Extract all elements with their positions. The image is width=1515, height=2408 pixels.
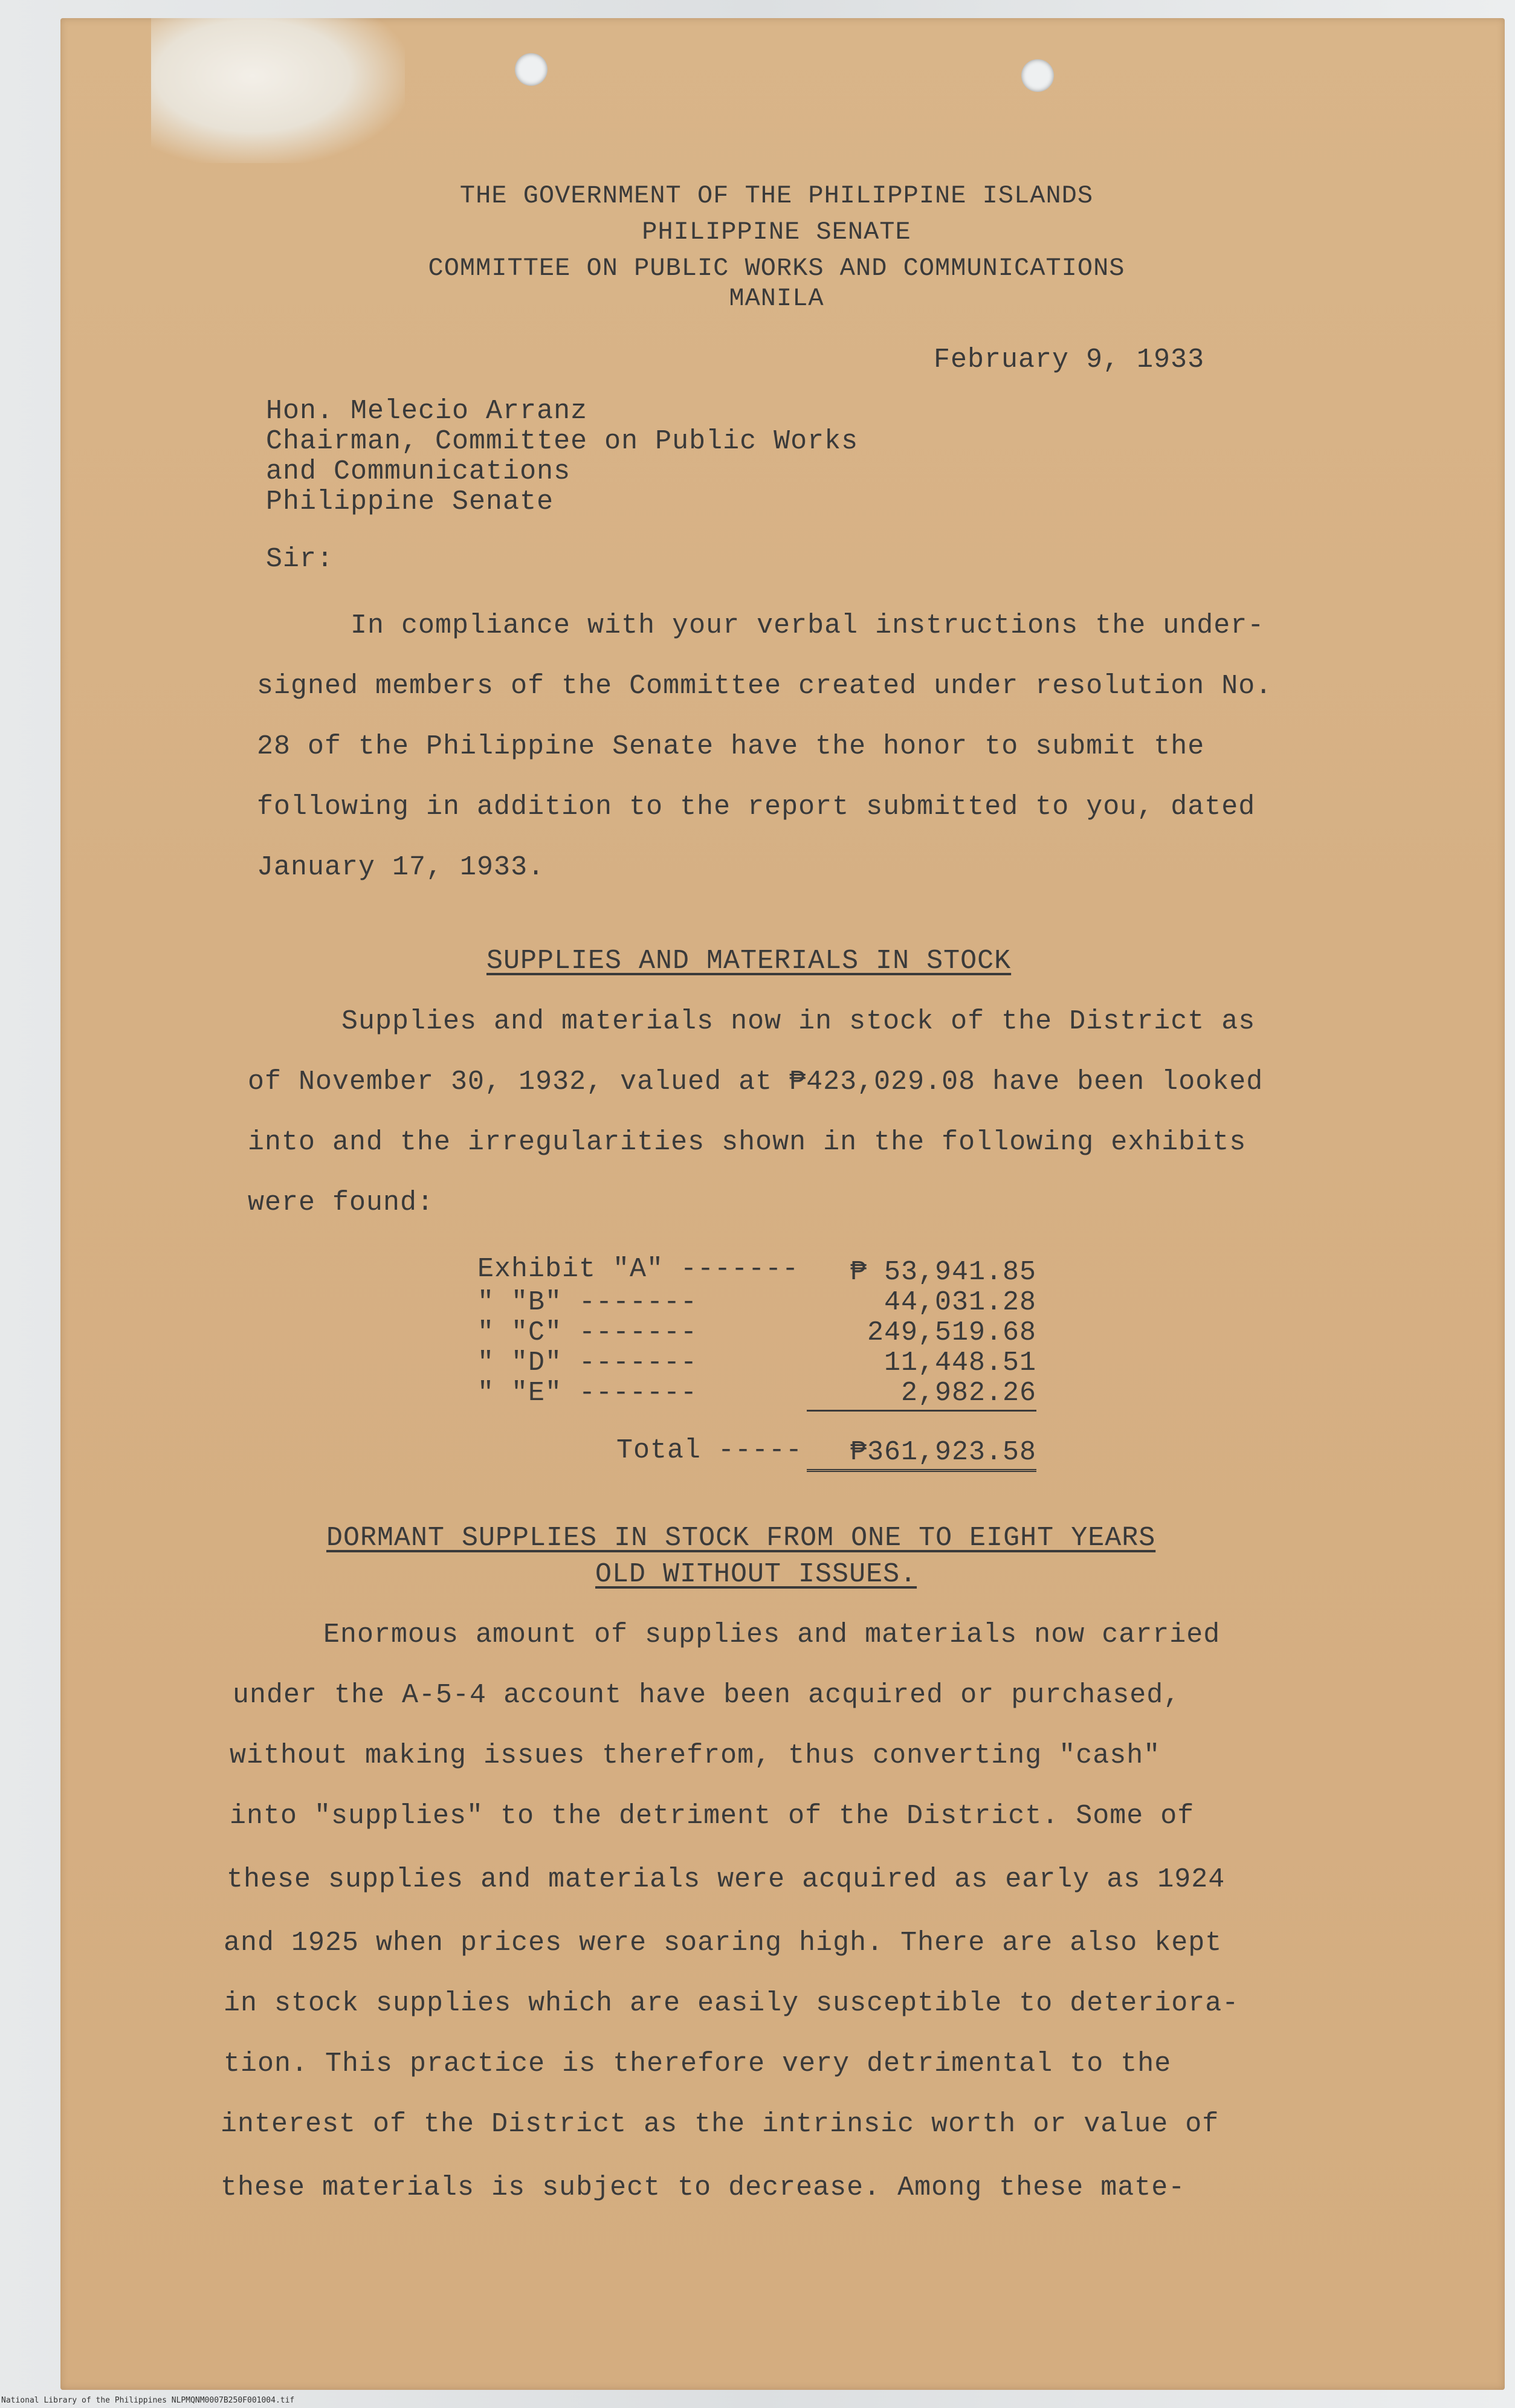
letterhead-line-2: PHILIPPINE SENATE xyxy=(642,218,911,247)
addressee-line-3: and Communications xyxy=(266,456,571,487)
paragraph-3-line: in stock supplies which are easily susceptible to deteriora- xyxy=(224,1988,1239,2019)
section-title-dormant-line-2: OLD WITHOUT ISSUES. xyxy=(595,1559,917,1590)
letterhead-line-4: MANILA xyxy=(729,284,824,313)
torn-corner xyxy=(151,18,405,163)
section-title-supplies: SUPPLIES AND MATERIALS IN STOCK xyxy=(486,946,1012,976)
paragraph-1-line: following in addition to the report submitted to you, dated xyxy=(257,792,1256,822)
paragraph-3-line: interest of the District as the intrinsic worth or value of xyxy=(221,2109,1219,2140)
exhibit-amount: 11,448.51 xyxy=(883,1348,1036,1378)
paragraph-3-line: under the A-5-4 account have been acquired or purchased, xyxy=(233,1680,1181,1711)
paragraph-3-line: without making issues therefrom, thus converting "cash" xyxy=(230,1740,1161,1771)
paragraph-1-line: signed members of the Committee created under resolution No. xyxy=(257,671,1273,702)
paragraph-3-line: and 1925 when prices were soaring high. There are also kept xyxy=(224,1928,1223,1958)
exhibit-label: " "C" ------- xyxy=(477,1317,698,1348)
exhibit-amount: 249,519.68 xyxy=(867,1317,1036,1348)
paragraph-3-line: these materials is subject to decrease. Among these mate- xyxy=(221,2172,1186,2203)
total-label: Total ----- xyxy=(616,1435,803,1466)
archive-footer: National Library of the Philippines NLPMQNM0007B250F001004.tif xyxy=(1,2396,295,2405)
section-title-dormant-line-1: DORMANT SUPPLIES IN STOCK FROM ONE TO EIGHT YEARS xyxy=(326,1523,1156,1554)
paragraph-2-line: into and the irregularities shown in the following exhibits xyxy=(248,1127,1247,1158)
salutation: Sir: xyxy=(266,544,334,575)
paragraph-1-line: In compliance with your verbal instructions the under- xyxy=(350,610,1265,641)
paragraph-2-line: Supplies and materials now in stock of the District as xyxy=(341,1006,1256,1037)
paragraph-1-line: 28 of the Philippine Senate have the honor to submit the xyxy=(257,731,1205,762)
punch-hole-left xyxy=(515,53,548,86)
exhibit-amount: 2,982.26 xyxy=(807,1378,1036,1412)
punch-hole-right xyxy=(1021,59,1054,92)
paragraph-2-line: of November 30, 1932, valued at ₱423,029.08 have been looked xyxy=(248,1067,1264,1097)
letterhead-line-3: COMMITTEE ON PUBLIC WORKS AND COMMUNICATIONS xyxy=(428,254,1125,283)
addressee-line-4: Philippine Senate xyxy=(266,486,554,517)
addressee-line-2: Chairman, Committee on Public Works xyxy=(266,426,859,457)
exhibit-amount: ₱ 53,941.85 xyxy=(850,1257,1036,1288)
letterhead-line-1: THE GOVERNMENT OF THE PHILIPPINE ISLANDS xyxy=(459,181,1094,210)
paragraph-3-line: tion. This practice is therefore very detrimental to the xyxy=(224,2048,1172,2079)
exhibit-label: " "E" ------- xyxy=(477,1378,698,1409)
total-amount: ₱361,923.58 xyxy=(807,1437,1036,1472)
addressee-line-1: Hon. Melecio Arranz xyxy=(266,396,588,427)
paragraph-3-line: Enormous amount of supplies and materials now carried xyxy=(323,1619,1221,1650)
paragraph-3-line: these supplies and materials were acquired as early as 1924 xyxy=(227,1864,1226,1895)
exhibit-amount: 44,031.28 xyxy=(883,1287,1036,1318)
exhibit-label: " "D" ------- xyxy=(477,1348,698,1378)
paragraph-1-line: January 17, 1933. xyxy=(257,852,545,883)
paragraph-2-line: were found: xyxy=(248,1187,434,1218)
exhibit-label: Exhibit "A" ------- xyxy=(477,1254,799,1285)
paragraph-3-line: into "supplies" to the detriment of the District. Some of xyxy=(230,1801,1195,1832)
exhibit-label: " "B" ------- xyxy=(477,1287,698,1318)
letter-date: February 9, 1933 xyxy=(934,344,1205,375)
